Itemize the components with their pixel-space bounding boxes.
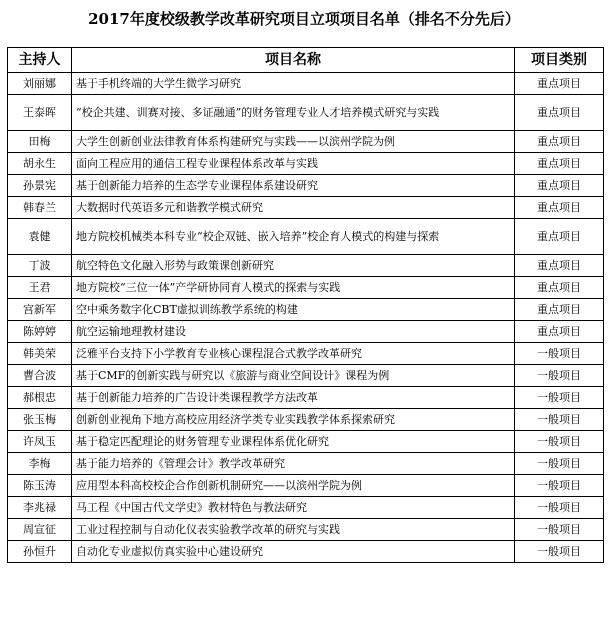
host-cell: 田梅 <box>8 131 72 153</box>
project-name-cell: 基于手机终端的大学生微学习研究 <box>72 73 515 95</box>
project-name-cell: 基于创新能力培养的生态学专业课程体系建设研究 <box>72 175 515 197</box>
host-cell: 丁波 <box>8 255 72 277</box>
host-cell: 孙景宪 <box>8 175 72 197</box>
table-header-row <box>8 48 604 73</box>
category-cell: 一般项目 <box>515 519 604 541</box>
host-cell: 周宣征 <box>8 519 72 541</box>
project-name-cell: 大数据时代英语多元和谐教学模式研究 <box>72 197 515 219</box>
project-name-cell: 空中乘务数字化CBT虚拟训练教学系统的构建 <box>72 299 515 321</box>
table-row <box>8 95 604 131</box>
project-name-cell: 地方院校“三位一体”产学研协同育人模式的探索与实践 <box>72 277 515 299</box>
host-cell: 韩春兰 <box>8 197 72 219</box>
table-row <box>8 131 604 153</box>
project-name-cell: 地方院校机械类本科专业“校企双链、嵌入培养”校企育人模式的构建与探索 <box>72 219 515 255</box>
table-row <box>8 299 604 321</box>
host-cell: 陈婷婷 <box>8 321 72 343</box>
table-row <box>8 219 604 255</box>
project-name-cell: 应用型本科高校校企合作创新机制研究——以滨州学院为例 <box>72 475 515 497</box>
table-row <box>8 519 604 541</box>
category-cell: 重点项目 <box>515 73 604 95</box>
project-name-cell: 泛雅平台支持下小学教育专业核心课程混合式教学改革研究 <box>72 343 515 365</box>
host-cell: 王君 <box>8 277 72 299</box>
host-cell: 刘丽娜 <box>8 73 72 95</box>
project-name-cell: 自动化专业虚拟仿真实验中心建设研究 <box>72 541 515 563</box>
project-name-cell: 基于稳定匹配理论的财务管理专业课程体系优化研究 <box>72 431 515 453</box>
project-name-cell: 马工程《中国古代文学史》教材特色与教法研究 <box>72 497 515 519</box>
header-host: 主持人 <box>8 48 72 73</box>
project-name-cell: 航空运输地理教材建设 <box>72 321 515 343</box>
table-row <box>8 431 604 453</box>
host-cell: 陈玉涛 <box>8 475 72 497</box>
host-cell: 许凤玉 <box>8 431 72 453</box>
category-cell: 重点项目 <box>515 95 604 131</box>
project-name-cell: 创新创业视角下地方高校应用经济学类专业实践教学体系探索研究 <box>72 409 515 431</box>
category-cell: 重点项目 <box>515 153 604 175</box>
host-cell: 袁健 <box>8 219 72 255</box>
project-name-cell: 基于创新能力培养的广告设计类课程教学方法改革 <box>72 387 515 409</box>
category-cell: 一般项目 <box>515 475 604 497</box>
table-row <box>8 541 604 563</box>
host-cell: 李梅 <box>8 453 72 475</box>
category-cell: 一般项目 <box>515 453 604 475</box>
category-cell: 一般项目 <box>515 387 604 409</box>
table-row <box>8 453 604 475</box>
host-cell: 曹合波 <box>8 365 72 387</box>
table-row <box>8 365 604 387</box>
table-row <box>8 409 604 431</box>
table-row <box>8 73 604 95</box>
table-row <box>8 153 604 175</box>
category-cell: 一般项目 <box>515 409 604 431</box>
table-row <box>8 497 604 519</box>
table-row <box>8 197 604 219</box>
category-cell: 重点项目 <box>515 197 604 219</box>
project-name-cell: 大学生创新创业法律教育体系构建研究与实践——以滨州学院为例 <box>72 131 515 153</box>
host-cell: 孙恒升 <box>8 541 72 563</box>
category-cell: 重点项目 <box>515 175 604 197</box>
project-name-cell: 基于能力培养的《管理会计》教学改革研究 <box>72 453 515 475</box>
project-table <box>7 47 604 563</box>
category-cell: 一般项目 <box>515 343 604 365</box>
header-project-name: 项目名称 <box>72 48 515 73</box>
table-row <box>8 255 604 277</box>
table-row <box>8 387 604 409</box>
category-cell: 一般项目 <box>515 541 604 563</box>
project-name-cell: 工业过程控制与自动化仪表实验教学改革的研究与实践 <box>72 519 515 541</box>
table-row <box>8 343 604 365</box>
project-name-cell: 航空特色文化融入形势与政策课创新研究 <box>72 255 515 277</box>
project-name-cell: 面向工程应用的通信工程专业课程体系改革与实践 <box>72 153 515 175</box>
host-cell: 胡永生 <box>8 153 72 175</box>
category-cell: 重点项目 <box>515 321 604 343</box>
host-cell: 郝根忠 <box>8 387 72 409</box>
table-row <box>8 321 604 343</box>
header-category: 项目类别 <box>515 48 604 73</box>
category-cell: 重点项目 <box>515 255 604 277</box>
table-row <box>8 277 604 299</box>
project-name-cell: 基于CMF的创新实践与研究以《旅游与商业空间设计》课程为例 <box>72 365 515 387</box>
host-cell: 李兆禄 <box>8 497 72 519</box>
category-cell: 重点项目 <box>515 299 604 321</box>
host-cell: 王泰晖 <box>8 95 72 131</box>
category-cell: 一般项目 <box>515 497 604 519</box>
host-cell: 张玉梅 <box>8 409 72 431</box>
category-cell: 重点项目 <box>515 131 604 153</box>
table-row <box>8 475 604 497</box>
table-row <box>8 175 604 197</box>
project-name-cell: “校企共建、训赛对接、多证融通”的财务管理专业人才培养模式研究与实践 <box>72 95 515 131</box>
category-cell: 一般项目 <box>515 431 604 453</box>
host-cell: 宫新军 <box>8 299 72 321</box>
category-cell: 重点项目 <box>515 219 604 255</box>
category-cell: 重点项目 <box>515 277 604 299</box>
document-title: 2017年度校级教学改革研究项目立项项目名单（排名不分先后） <box>88 10 520 28</box>
category-cell: 一般项目 <box>515 365 604 387</box>
host-cell: 韩美荣 <box>8 343 72 365</box>
